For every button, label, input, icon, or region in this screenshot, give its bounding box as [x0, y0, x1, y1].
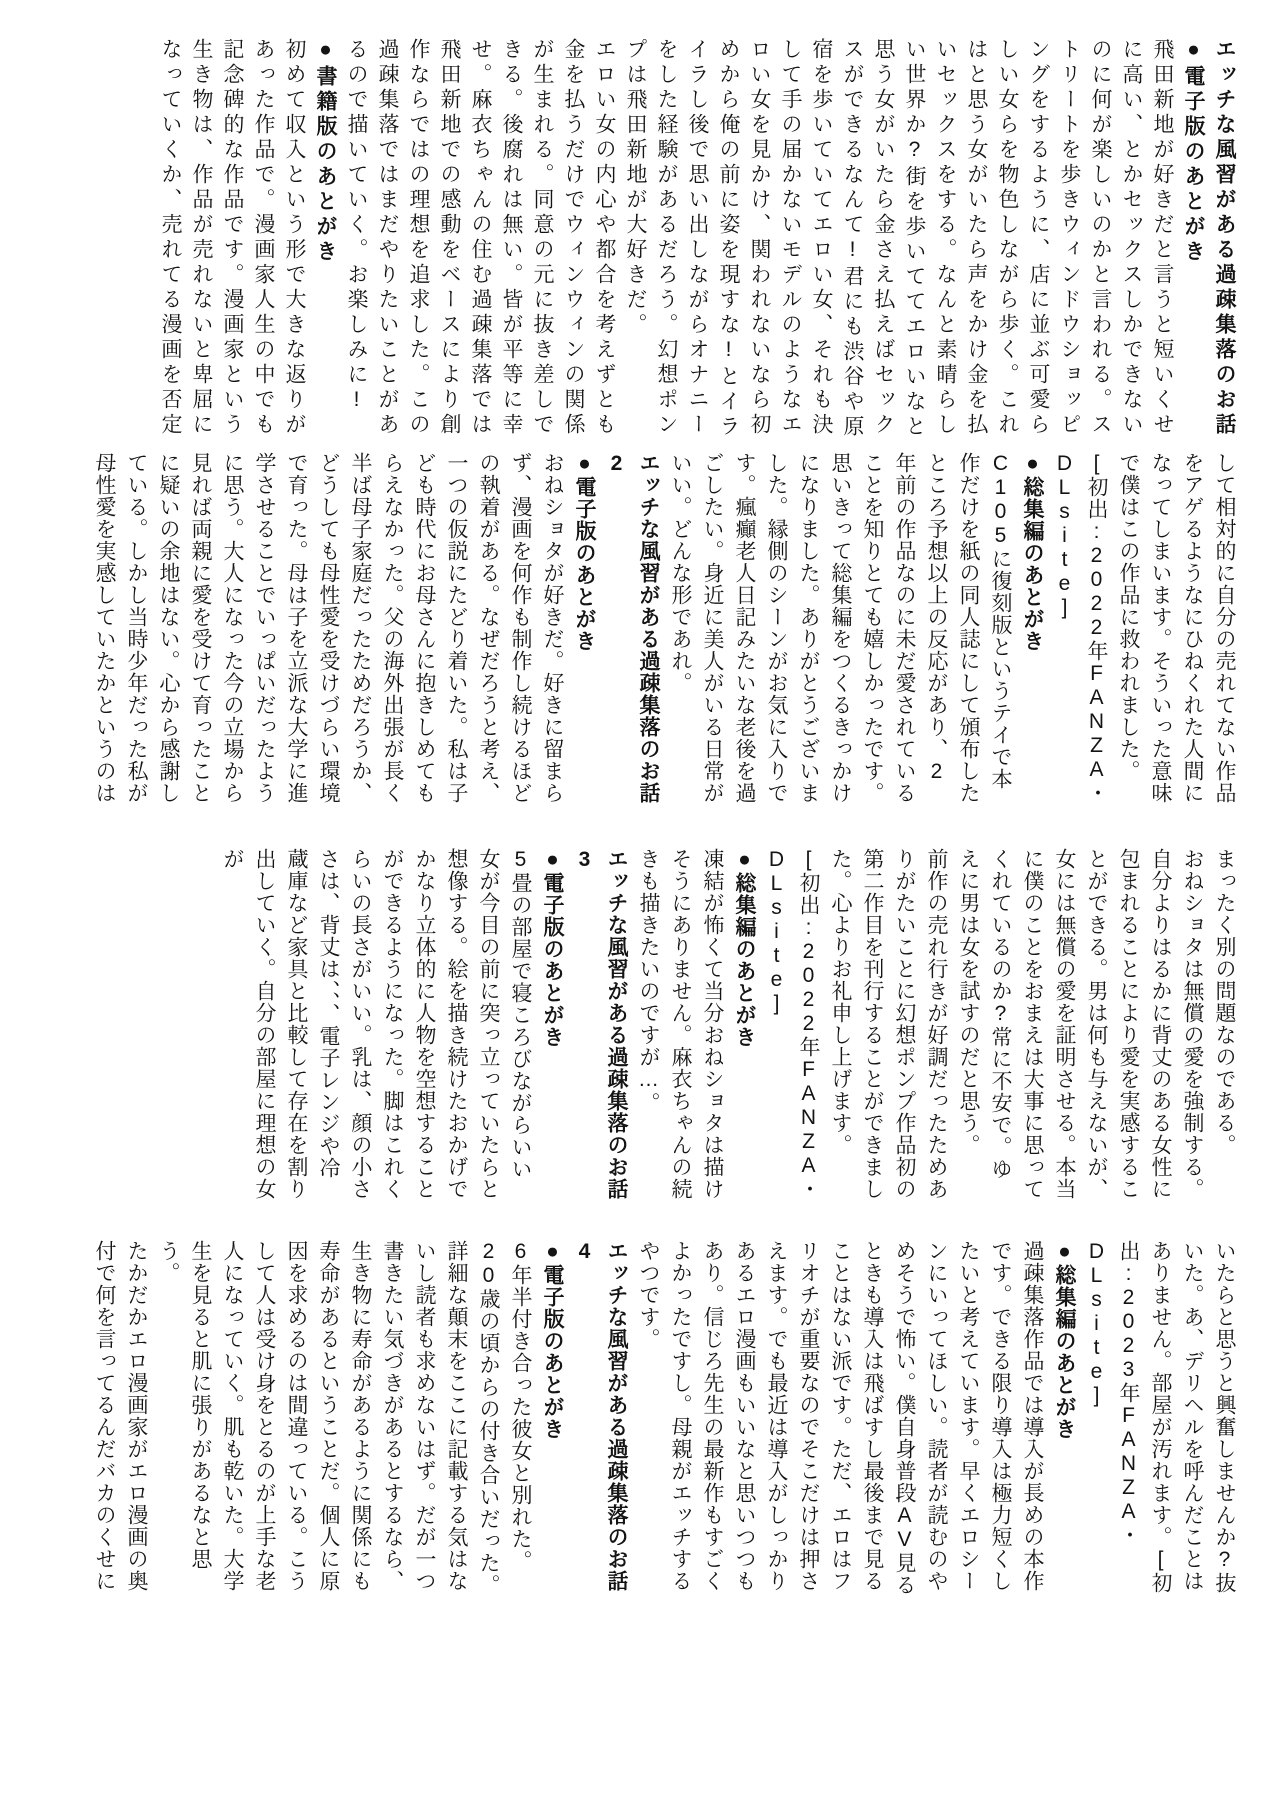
- afterword-paragraph: おねショタが好きだ。好きに留まらず、漫画を何作も制作し続けるほどの執着がある。なぜだろうと考え、一つの仮説にたどり着いた。私は子ども時代にお母さんに抱きしめてもらえなかった。父の海外出張が長く半ば母子家庭だったためだろうか、どうしても母性愛を受けづらい環境で育った。母は子を立派な大学に進学させることでいっぱいだったように思う。大人になった今の立場から見れば両親に愛を受けて育ったことに疑いの余地はない。心から感謝している。しかし当時少年だった私が母性愛を実感していたかというのは: [93, 452, 564, 804]
- afterword-paragraph: 前作の売れ行きが好調だったためありがたいことに幻想ポンプ作品初の第二作目を刊行することができました。心よりお礼申し上げます。[初出:2022年FANZA・DLsite]: [765, 848, 948, 1200]
- series-volume-number: 3: [573, 848, 596, 872]
- afterword-paragraph: いたらと思うと興奮しませんか?抜いた。あ、デリヘルを呼んだことはありません。部屋が汚れます。[初出:2023年FANZA・DLsite]: [1085, 1240, 1236, 1594]
- afterword-band-2: [40, 452, 1240, 804]
- afterword-paragraph: 凍結が怖くて当分おねショタは描けそうにありません。麻衣ちゃんの続きも描きたいのですが…。: [637, 848, 724, 1200]
- afterword-paragraph: 6年半付き合った彼女と別れた。20歳の頃からの付き合いだった。詳細な顛末をここに記載する気はないし読者も求めないはず。だが一つ書きたい気づきがあるとするなら、生き物に寿命があるように関係にも寿命があるということだ。個人に原因を求めるのは間違っている。こうして人は受け身をとるのが上手な老人になっていく。肌も乾いた。大学生を見ると肌に張りがあるなと思う。: [157, 1240, 532, 1596]
- afterword-paragraph: 5畳の部屋で寝ころびながらいい女が今目の前に突っ立っていたらと想像する。絵を描き続けたおかげでかなり立体的に人物を空想することができるようになった。脚はこれくらいの長さがいい。乳は、顔の小ささは、背丈は、、、電子レンジや冷蔵庫など家具と比較して存在を割り出していく。自分の部屋に理想の女が: [221, 848, 532, 1200]
- afterword-paragraph: して相対的に自分の売れてない作品をアゲるようなにひねくれた人間になってしまいます。そういった意味で僕はこの作品に救われました。[初出:2022年FANZA・DLsite]: [1053, 452, 1236, 804]
- afterword-paragraph: 飛田新地が好きだと言うと短いくせに高い、とかセックスしかできないのに何が楽しいのかと言われる。ストリートを歩きウィンドウショッピングをするように、店に並ぶ可愛らしい女らを物色しながら歩く。これはと思う女がいたら声をかけ金を払いセックスをする。なんと素晴らしい世界か?街を歩いててエロいなと思う女がいたら金さえ払えばセックスができるなんて!君にも渋谷や原宿を歩いていてエロい女、それも決して手の届かないモデルのようなエロい女を見かけ、関われないなら初めから俺の前に姿を現すな!とイライラし後で思い出しながらオナニーをした経験があるだろう。幻想ポンプは飛田新地が大好きだ。: [624, 38, 1174, 440]
- afterword-paragraph: エロい女の内心や都合を考えずとも金を払うだけでウィンウィンの関係が生まれる。同意の元に抜き差しできる。後腐れは無い。皆が平等に幸せ。麻衣ちゃんの住む過疎集落では飛田新地での感動をベースにより創作ならではの理想を追求した。この過疎集落ではまだやりたいことがあるので描いていく。お楽しみに!: [345, 38, 616, 438]
- series-volume-number: 2: [605, 452, 628, 476]
- series-title: エッチな風習がある過疎集落のお話: [1213, 38, 1236, 438]
- afterword-paragraph: おねショタは無償の愛を強制する。自分よりはるかに背丈のある女性に包まれることにより愛を実感することができる。男は何も与えないが、女には無償の愛を証明させる。本当に僕のことをおまえは大事に思ってくれているのか?常に不安で。ゆえに男は女を試すのだと思う。: [957, 848, 1204, 1200]
- afterword-paragraph: C105に復刻版というテイで本作だけを紙の同人誌にして頒布したところ予想以上の反応があり、2年前の作品なのに未だ愛されていることを知りとても嬉しかったです。思いきって総集編をつくるきっかけになりました。ありがとうございました。縁側のシーンがお気に入りです。瘋癲老人日記みたいな老後を過ごしたい。身近に美人がいる日常がいい。どんな形であれ。: [669, 452, 1012, 804]
- book-edition-afterword-heading: ●書籍版のあとがき: [314, 38, 337, 265]
- series-title: エッチな風習がある過疎集落のお話: [605, 1240, 628, 1592]
- compilation-afterword-heading: ●総集編のあとがき: [733, 848, 756, 1048]
- digital-edition-afterword-heading: ●電子版のあとがき: [1182, 38, 1205, 265]
- digital-edition-afterword-heading: ●電子版のあとがき: [541, 1240, 564, 1440]
- afterword-band-1: [40, 38, 1240, 444]
- series-title: エッチな風習がある過疎集落のお話: [637, 452, 660, 804]
- afterword-paragraph: たかだかエロ漫画家がエロ漫画の奥付で何を言ってるんだバカのくせに: [93, 1240, 148, 1592]
- digital-edition-afterword-heading: ●電子版のあとがき: [573, 452, 596, 652]
- series-volume-number: 4: [573, 1240, 596, 1264]
- afterword-band-3: [40, 848, 1240, 1200]
- digital-edition-afterword-heading: ●電子版のあとがき: [541, 848, 564, 1048]
- series-title: エッチな風習がある過疎集落のお話: [605, 848, 628, 1200]
- afterword-band-4: [40, 1240, 1240, 1602]
- afterword-paragraph: 過疎集落作品では導入が長めの本作です。できる限り導入は極力短くしたいと考えています。早くエロシーンにいってほしい。読者が読むのやめそうで怖い。僕自身普段AV見るときも導入は飛ばすし最後まで見ることはない派です。ただ、エロはフリオチが重要なのでそこだけは押さえます。でも最近は導入がしっかりあるエロ漫画もいいなと思いつつもあり。信じろ先生の最新作もすごくよかったですし。母親がエッチするやつです。: [637, 1240, 1044, 1596]
- compilation-afterword-heading: ●総集編のあとがき: [1053, 1240, 1076, 1440]
- afterword-paragraph: 初めて収入という形で大きな返りがあった作品で。漫画家人生の中でも記念碑的な作品です。漫画家という生き物は、作品が売れないと卑屈になっていくか、売れてる漫画を否定: [159, 38, 306, 438]
- afterword-paragraph: まったく別の問題なのである。: [1213, 848, 1236, 1156]
- compilation-afterword-heading: ●総集編のあとがき: [1021, 452, 1044, 652]
